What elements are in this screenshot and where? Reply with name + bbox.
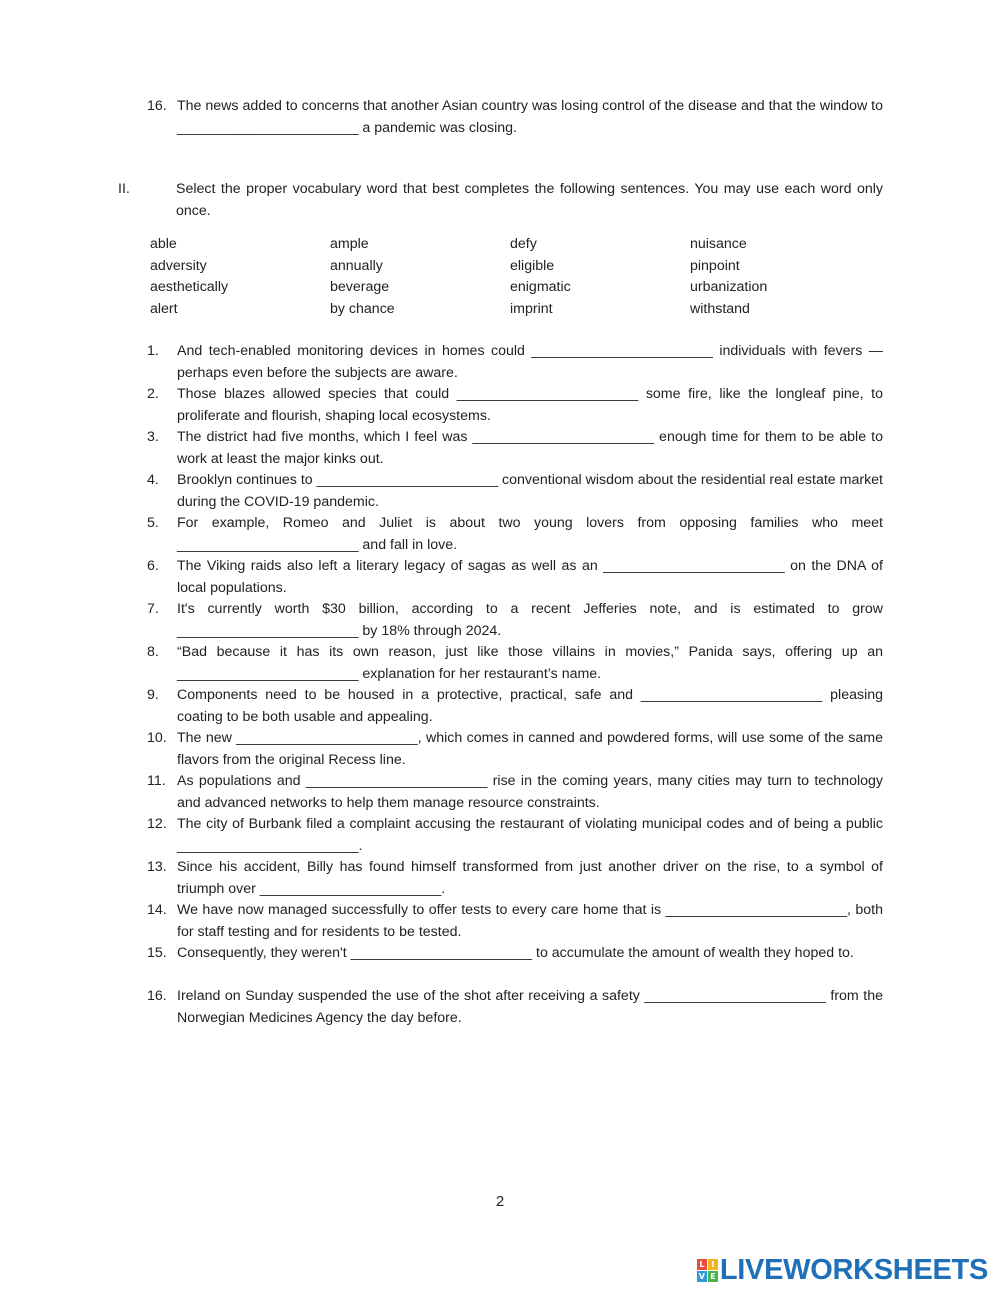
question-item [147,685,883,728]
question-text: Consequently, they weren't _______________________ to accumulate the amount of wealth they hoped to. [177,945,854,961]
word-bank-row [150,256,870,278]
question-text: Brooklyn continues to _______________________ conventional wisdom about the residential real estate market during the COVID-19 pandemic. [177,472,883,510]
question-number: 4. [147,472,159,488]
question-text: For example, Romeo and Juliet is about two young lovers from opposing families who meet _______________________ and fall in love. [177,515,883,553]
word-bank-word: by chance [330,300,395,317]
word-bank-word: able [150,236,177,252]
word-bank-word: eligible [510,257,555,274]
liveworksheets-logo [697,1254,988,1286]
word-bank-word: defy [510,236,537,252]
question-number: 1. [147,343,159,359]
question-number: 11. [147,773,166,789]
question-item [147,986,883,1029]
word-bank-word: urbanization [690,279,768,296]
word-bank-word: ample [330,236,369,252]
question-item [147,470,883,513]
top-question [147,96,883,139]
section-instruction: Select the proper vocabulary word that best completes the following sentences. You may use each word only once. [176,181,883,219]
question-number: 2. [147,386,159,402]
word-bank-word: beverage [330,279,390,296]
question-text: The news added to concerns that another Asian country was losing control of the disease and that the window to _______________________ a pandemic was closing. [177,98,883,136]
word-bank-word: pinpoint [690,257,740,274]
question-number: 5. [147,515,159,531]
logo-mark-letter: L [697,1259,707,1270]
word-bank-row [150,277,870,299]
word-bank-word: annually [330,257,383,274]
question-number: 8. [147,644,159,660]
word-bank-row [150,299,870,321]
liveworksheets-logo-icon [697,1259,717,1281]
question-text: It's currently worth $30 billion, according to a recent Jefferies note, and is estimated to grow _______________________ by 18% through 2024. [177,601,883,639]
section-header [118,179,883,222]
question-text: Ireland on Sunday suspended the use of the shot after receiving a safety _______________________ from the Norwegian Medicines Agency the day before. [177,988,883,1026]
question-text: The Viking raids also left a literary legacy of sagas as well as an _______________________ on the DNA of local populations. [177,558,883,596]
word-bank-word: imprint [510,300,553,317]
question-text: Since his accident, Billy has found himself transformed from just another driver on the rise, to a symbol of triumph over _______________________. [177,859,883,897]
word-bank-row [150,234,870,256]
logo-mark-letter: E [708,1271,718,1282]
question-number: 16. [147,988,167,1004]
question-item [147,728,883,771]
question-item [147,384,883,427]
question-number: 13. [147,859,167,875]
question-item [147,599,883,642]
word-bank-word: adversity [150,257,207,274]
question-number: 9. [147,687,159,703]
question-item [147,900,883,943]
question-number: 15. [147,945,167,961]
question-number: 12. [147,816,167,832]
question-text: Those blazes allowed species that could _______________________ some fire, like the longleaf pine, to proliferate and flourish, shaping local ecosystems. [177,386,883,424]
question-number: 14. [147,902,167,918]
word-bank-word: aesthetically [150,279,229,296]
question-item [147,943,883,965]
question-item [147,642,883,685]
question-item [147,427,883,470]
question-text: “Bad because it has its own reason, just like those villains in movies,” Panida says, offering up an _______________________ explanation for her restaurant’s name. [177,644,883,682]
question-number: 16. [147,98,167,114]
word-bank-word: nuisance [690,236,747,252]
liveworksheets-logo-text: LIVEWORKSHEETS [719,1253,988,1286]
question-number: 7. [147,601,159,617]
question-item [147,513,883,556]
question-text: Components need to be housed in a protective, practical, safe and _______________________ pleasing coating to be both usable and appealing. [177,687,883,725]
section-roman-numeral: II. [118,181,130,197]
question-item [147,341,883,384]
page-number: 2 [495,1193,505,1210]
question-item [147,857,883,900]
logo-mark-letter: V [698,1272,705,1281]
question-text: And tech-enabled monitoring devices in homes could _______________________ individuals with fevers — perhaps even before the subjects are aware. [177,343,883,381]
word-bank-word: withstand [690,300,750,317]
question-text: The new _______________________, which comes in canned and powdered forms, will use some of the same flavors from the original Recess line. [177,730,883,768]
question-number: 3. [147,429,159,445]
word-bank [150,234,870,320]
question-text: The city of Burbank filed a complaint accusing the restaurant of violating municipal codes and of being a public _______________________. [177,816,883,854]
question-item [147,814,883,857]
logo-mark-letter: I [708,1259,718,1270]
question-text: We have now managed successfully to offer tests to every care home that is _______________________, both for staff testing and for residents to be tested. [177,902,883,940]
question-item [147,556,883,599]
word-bank-word: alert [150,300,178,317]
question-number: 6. [147,558,159,574]
word-bank-word: enigmatic [510,279,571,296]
question-item [147,771,883,814]
question-text: The district had five months, which I feel was _______________________ enough time for them to be able to work at least the major kinks out. [177,429,883,467]
question-text: As populations and _______________________ rise in the coming years, many cities may turn to technology and advanced networks to help them manage resource constraints. [177,773,883,811]
question-number: 10. [147,730,167,746]
